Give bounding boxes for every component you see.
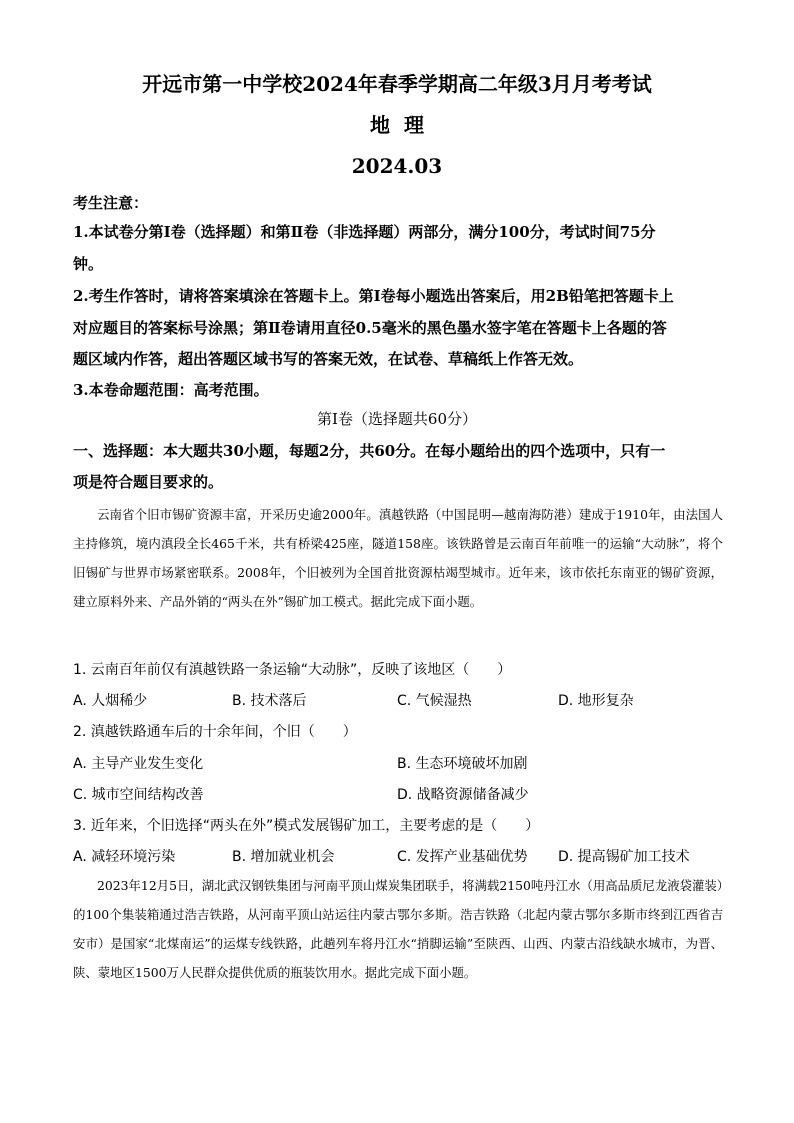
question-3-option-d: D. 提高锡矿加工技术	[558, 849, 690, 865]
question-3-stem: 3. 近年来，个旧选择“两头在外”模式发展锡矿加工，主要考虑的是（ ）	[73, 818, 540, 834]
notice-item-2-line-2: 对应题目的答案标号涂黑；第Ⅱ卷请用直径0.5毫米的黑色墨水签字笔在答题卡上各题的答	[73, 319, 667, 337]
question-2-stem: 2. 滇越铁路通车后的十余年间，个旧（ ）	[73, 724, 357, 740]
question-1-option-a: A. 人烟稀少	[73, 693, 148, 709]
question-3-option-b: B. 增加就业机会	[232, 849, 335, 865]
exam-subject: 地理	[370, 113, 438, 137]
question-2-option-a: A. 主导产业发生变化	[73, 756, 204, 772]
question-1-option-c: C. 气候湿热	[397, 693, 472, 709]
notice-item-3: 3.本卷命题范围：高考范围。	[73, 381, 269, 399]
passage-2-text: 2023年12月5日，湖北武汉钢铁集团与河南平顶山煤炭集团联手，将满载2150吨丹江水（用高品质尼龙液袋灌装）的100个集装箱通过浩吉铁路，从河南平顶山站运往内蒙古鄂尔多斯。浩吉铁路（北起内蒙古鄂尔多斯市终到江西省吉安市）是国家“北煤南运”的运煤专线铁路，此趟列车将丹江水“捎脚运输”至陕西、山西、内蒙古沿线缺水城市，为晋、陕、蒙地区1500万人民群众提供优质的瓶装饮用水。据此完成下面小题。	[73, 878, 723, 980]
passage-1-text: 云南省个旧市锡矿资源丰富，开采历史逾2000年。滇越铁路（中国昆明—越南海防港）建成于1910年，由法国人主持修筑，境内滇段全长465千米，共有桥梁425座，隧道158座。该铁路曾是云南百年前唯一的运输“大动脉”，将个旧锡矿与世界市场紧密联系。2008年，个旧被列为全国首批资源枯竭型城市。近年来，该市依托东南亚的锡矿资源，建立原料外来、产品外销的“两头在外”锡矿加工模式。据此完成下面小题。	[73, 507, 723, 609]
question-2-option-b: B. 生态环境破坏加剧	[397, 756, 528, 772]
section-instruction-line-1: 一、选择题：本大题共30小题，每题2分，共60分。在每小题给出的四个选项中，只有一	[73, 442, 666, 460]
part1-heading: 第Ⅰ卷（选择题共60分）	[316, 410, 477, 428]
exam-date: 2024.03	[351, 154, 443, 178]
notice-heading: 考生注意：	[73, 194, 149, 212]
notice-item-2-line-1: 2.考生作答时，请将答案填涂在答题卡上。第Ⅰ卷每小题选出答案后，用2B铅笔把答题卡上	[73, 287, 674, 305]
question-3-option-a: A. 减轻环境污染	[73, 849, 176, 865]
question-2-option-d: D. 战略资源储备减少	[397, 787, 529, 803]
notice-item-1-line-2: 钟。	[73, 255, 104, 273]
question-1-stem: 1. 云南百年前仅有滇越铁路一条运输“大动脉”，反映了该地区（ ）	[73, 662, 512, 678]
question-1-option-b: B. 技术落后	[232, 693, 307, 709]
notice-item-1-line-1: 1.本试卷分第Ⅰ卷（选择题）和第Ⅱ卷（非选择题）两部分，满分100分，考试时间75分	[73, 223, 656, 241]
exam-title: 开远市第一中学校2024年春季学期高二年级3月月考考试	[142, 72, 652, 96]
passage-1	[73, 500, 723, 616]
question-3-option-c: C. 发挥产业基础优势	[397, 849, 528, 865]
notice-item-2-line-3: 题区域内作答，超出答题区域书写的答案无效，在试卷、草稿纸上作答无效。	[73, 350, 584, 368]
question-1-option-d: D. 地形复杂	[558, 693, 634, 709]
question-2-option-c: C. 城市空间结构改善	[73, 787, 204, 803]
section-instruction-line-2: 项是符合题目要求的。	[73, 473, 224, 491]
passage-2	[73, 871, 723, 987]
